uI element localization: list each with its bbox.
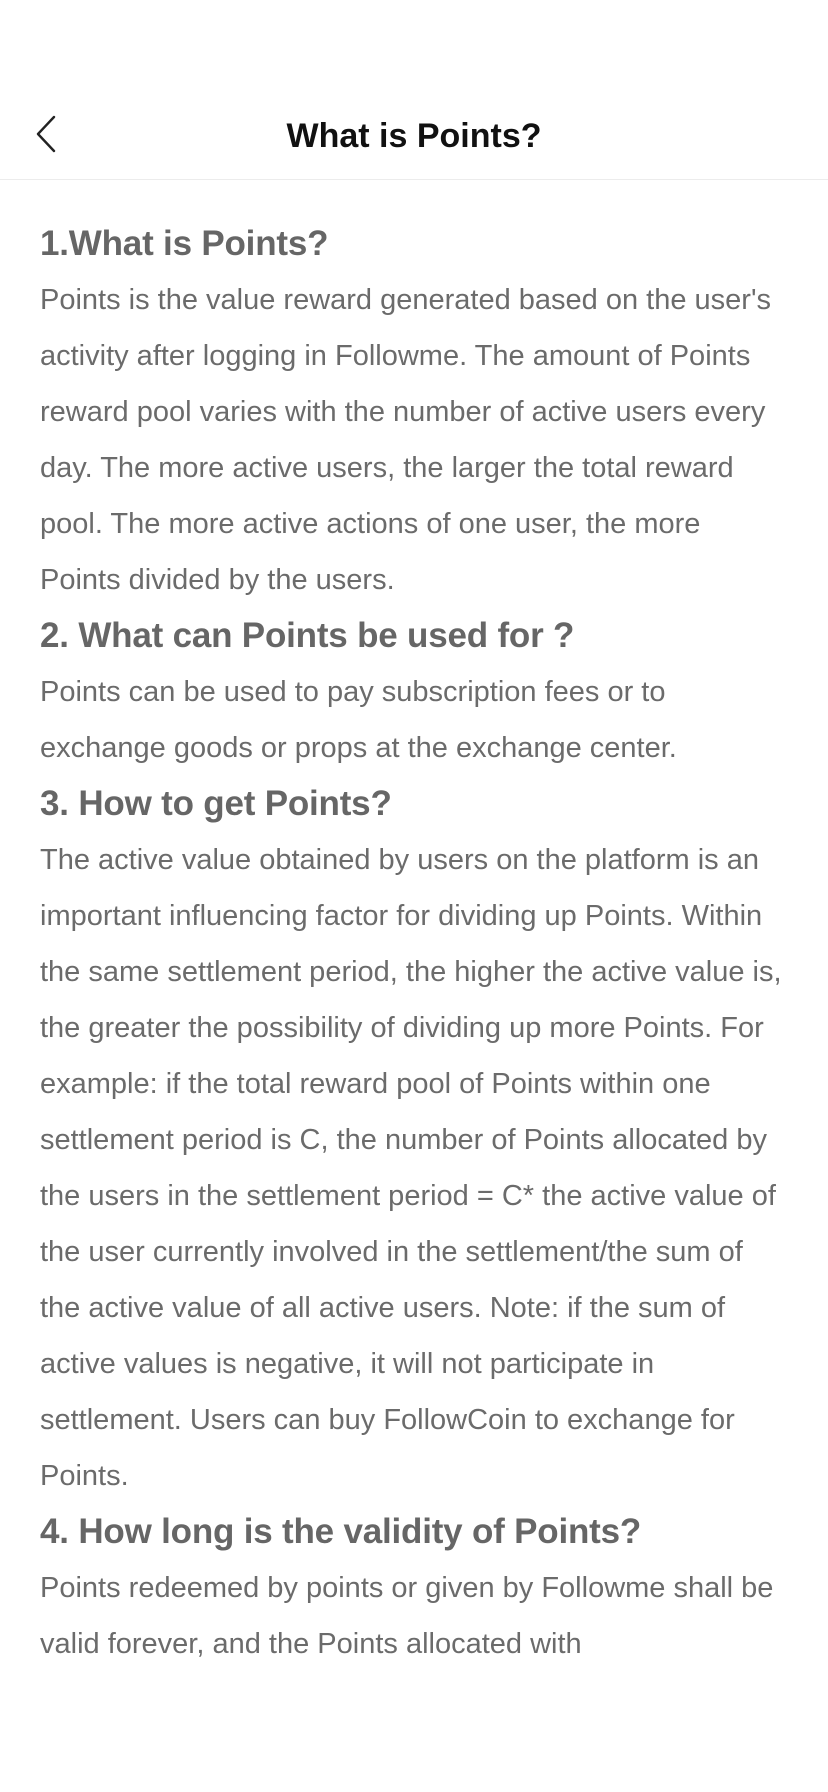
faq-section-how-to-get (40, 776, 788, 1504)
article-content (0, 180, 828, 1672)
section-body: Points can be used to pay subscription fees or to exchange goods or props at the exchange center. (40, 676, 677, 764)
section-heading: 2. What can Points be used for ? (40, 616, 575, 655)
section-heading: 1.What is Points? (40, 224, 329, 263)
navigation-bar (0, 88, 828, 180)
section-heading: 3. How to get Points? (40, 784, 392, 823)
page-title: What is Points? (286, 117, 542, 155)
faq-section-validity (40, 1504, 788, 1672)
status-bar (0, 0, 828, 88)
faq-section-what-is-points (40, 216, 788, 608)
section-body: Points is the value reward generated based on the user's activity after logging in Followme. The amount of Points reward pool varies with the number of active users every day. The more active users, the larger the total reward pool. The more active actions of one user, the more Points divided by the users. (40, 284, 771, 596)
faq-section-uses (40, 608, 788, 776)
section-body: The active value obtained by users on the platform is an important influencing factor for dividing up Points. Within the same settlement period, the higher the active value is, the greater the possibility of dividing up more Points. For example: if the total reward pool of Points within one settlement period is C, the number of Points allocated by the users in the settlement period = C* the active value of the user currently involved in the settlement/the sum of the active value of all active users. Note: if the sum of active values is negative, it will not participate in settlement. Users can buy FollowCoin to exchange for Points. (40, 844, 782, 1492)
section-heading: 4. How long is the validity of Points? (40, 1512, 642, 1551)
section-body: Points redeemed by points or given by Followme shall be valid forever, and the Points allocated with (40, 1572, 774, 1660)
